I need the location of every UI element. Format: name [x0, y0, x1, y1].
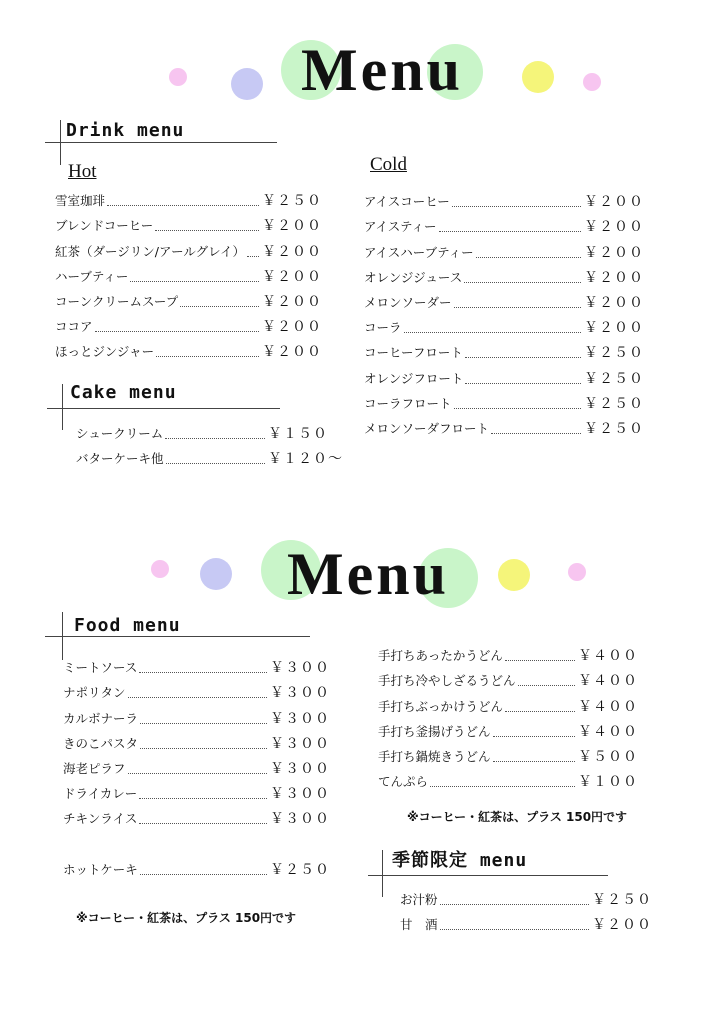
dot-leader	[440, 904, 589, 905]
menu-item-name: メロンソーダー	[364, 294, 452, 310]
menu-item-row	[364, 390, 642, 415]
food-group-main	[63, 654, 328, 830]
heading-rule-vertical	[382, 850, 383, 897]
decor-circle-pink	[169, 68, 187, 86]
dot-leader	[156, 356, 259, 357]
menu-item-price: ￥３００	[270, 811, 330, 828]
menu-item-name: ブレンドコーヒー	[55, 218, 154, 234]
dot-leader	[155, 230, 259, 231]
dot-leader	[452, 206, 581, 207]
food-group-extra	[63, 856, 328, 881]
dot-leader	[465, 383, 581, 384]
dot-leader	[180, 306, 259, 307]
menu-item-name: お汁粉	[400, 892, 438, 908]
dot-leader	[430, 786, 575, 787]
dot-leader	[404, 332, 581, 333]
menu-item-price: ￥４００	[578, 698, 638, 715]
menu-item-name: 紅茶（ダージリン/アールグレイ）	[55, 243, 245, 259]
dot-leader	[128, 773, 267, 774]
menu-item-price: ￥１００	[578, 774, 638, 791]
menu-item-row	[364, 264, 642, 289]
menu-item-name: 手打ちぶっかけうどん	[378, 698, 504, 714]
menu-item-row	[76, 445, 343, 470]
menu-item-price: ￥２００	[584, 320, 644, 337]
menu-item-row	[364, 238, 642, 263]
menu-item-price: ￥３００	[270, 685, 330, 702]
menu-item-price: ￥４００	[578, 723, 638, 740]
menu-item-name: ココア	[55, 319, 93, 335]
dot-leader	[139, 672, 267, 673]
menu-item-name: コーヒーフロート	[364, 345, 463, 361]
menu-item-name: 手打ち冷やしざるうどん	[378, 673, 516, 689]
dot-leader	[140, 723, 267, 724]
dot-leader	[493, 761, 575, 762]
menu-item-row	[378, 768, 636, 793]
menu-item-price: ￥２５０	[262, 193, 322, 210]
menu-item-row	[378, 718, 636, 743]
menu-item-price: ￥２００	[592, 917, 652, 934]
dot-leader	[493, 736, 575, 737]
menu-item-name: コーンクリームスープ	[55, 293, 179, 309]
dot-leader	[505, 660, 575, 661]
heading-rule	[45, 142, 277, 143]
menu-item-row	[364, 314, 642, 339]
menu-item-row	[63, 704, 328, 729]
menu-item-row	[378, 743, 636, 768]
dot-leader	[454, 408, 581, 409]
coffee-tea-note: ※コーヒー・紅茶は、プラス 150円です	[76, 911, 297, 925]
menu-item-price: ￥２５０	[592, 892, 652, 909]
menu-item-price: ￥４００	[578, 673, 638, 690]
menu-item-row	[378, 642, 636, 667]
menu-item-row	[63, 755, 328, 780]
menu-item-price: ￥１５０	[268, 426, 328, 443]
cold-subheading: Cold	[370, 154, 407, 175]
heading-rule-vertical	[60, 120, 61, 165]
menu-item-row	[63, 679, 328, 704]
menu-item-price: ￥２５０	[584, 370, 644, 387]
menu-item-price: ￥２００	[262, 344, 322, 361]
menu-item-price: ￥２５０	[584, 345, 644, 362]
menu-item-name: オレンジジュース	[364, 269, 463, 285]
dot-leader	[95, 331, 259, 332]
menu-item-name: アイスハーブティー	[364, 244, 474, 260]
menu-item-row	[63, 805, 328, 830]
seasonal-list	[400, 886, 650, 936]
menu-item-name: チキンライス	[63, 811, 138, 827]
menu-item-name: バターケーキ他	[76, 451, 164, 467]
menu-item-row	[364, 364, 642, 389]
cake-list	[76, 420, 343, 470]
menu-item-price: ￥２００	[262, 218, 322, 235]
menu-item-row	[364, 213, 642, 238]
menu-item-row	[364, 289, 642, 314]
seasonal-menu-heading: 季節限定 menu	[392, 850, 528, 871]
menu-item-row	[400, 886, 650, 911]
dot-leader	[454, 307, 581, 308]
menu-item-row	[55, 212, 320, 237]
menu-item-price: ￥２００	[584, 294, 644, 311]
dot-leader	[107, 205, 259, 206]
menu-item-row	[364, 415, 642, 440]
menu-item-price: ￥３００	[270, 660, 330, 677]
menu-item-name: てんぷら	[378, 774, 429, 790]
hot-subheading: Hot	[68, 161, 97, 182]
dot-leader	[139, 798, 267, 799]
menu-item-name: 甘 酒	[400, 917, 438, 933]
udon-list	[378, 642, 636, 793]
menu-item-name: ドライカレー	[63, 786, 138, 802]
heading-rule-vertical	[62, 612, 63, 660]
menu-item-price: ￥２００	[262, 268, 322, 285]
menu-item-price: ￥２００	[584, 244, 644, 261]
dot-leader	[464, 282, 581, 283]
heading-rule	[47, 408, 280, 409]
menu-item-row	[63, 780, 328, 805]
menu-item-name: オレンジフロート	[364, 370, 464, 386]
menu-item-price: ￥３００	[270, 710, 330, 727]
menu-item-name: カルボナーラ	[63, 710, 139, 726]
menu-item-name: コーラ	[364, 320, 402, 336]
food-menu-heading: Food menu	[74, 615, 181, 636]
menu-item-name: 海老ピラフ	[63, 760, 126, 776]
decor-circle-pink	[568, 563, 586, 581]
menu-item-row	[364, 339, 642, 364]
menu-item-name: 手打ちあったかうどん	[378, 648, 503, 664]
menu-item-name: シュークリーム	[76, 426, 164, 442]
dot-leader	[440, 929, 589, 930]
coffee-tea-note: ※コーヒー・紅茶は、プラス 150円です	[407, 810, 628, 824]
menu-item-name: 手打ち釜揚げうどん	[378, 723, 491, 739]
menu-item-price: ￥３００	[270, 760, 330, 777]
menu-item-price: ￥２５０	[584, 420, 644, 437]
menu-item-name: 手打ち鍋焼きうどん	[378, 748, 491, 764]
menu-item-name: アイスコーヒー	[364, 194, 450, 210]
page-title: Menu	[301, 37, 463, 103]
menu-item-row	[63, 654, 328, 679]
page-title: Menu	[287, 541, 449, 607]
menu-item-row	[55, 288, 320, 313]
decor-circle-pink	[151, 560, 169, 578]
dot-leader	[140, 874, 267, 875]
menu-item-price: ￥２００	[584, 219, 644, 236]
menu-item-name: 雪室珈琲	[55, 193, 106, 209]
menu-item-row	[378, 667, 636, 692]
heading-rule	[368, 875, 608, 876]
dot-leader	[140, 748, 267, 749]
menu-item-row	[364, 188, 642, 213]
menu-item-price: ￥３００	[270, 786, 330, 803]
dot-leader	[439, 231, 581, 232]
menu-item-row	[55, 187, 320, 212]
hot-drink-list	[55, 187, 320, 363]
dot-leader	[465, 357, 581, 358]
menu-item-row	[55, 338, 320, 363]
menu-item-price: ￥２００	[584, 194, 644, 211]
menu-item-row	[63, 730, 328, 755]
drink-menu-heading: Drink menu	[66, 120, 185, 141]
menu-item-price: ￥２００	[262, 319, 322, 336]
menu-item-name: ナポリタン	[63, 685, 126, 701]
menu-item-row	[55, 263, 320, 288]
menu-item-price: ￥２５０	[270, 861, 330, 878]
menu-item-price: ￥４００	[578, 648, 638, 665]
menu-item-name: きのこパスタ	[63, 735, 139, 751]
dot-leader	[505, 711, 575, 712]
menu-item-row	[400, 911, 650, 936]
menu-item-row	[55, 313, 320, 338]
menu-item-price: ￥２００	[262, 293, 322, 310]
cake-menu-heading: Cake menu	[70, 382, 177, 403]
menu-item-price: ￥２５０	[584, 395, 644, 412]
dot-leader	[165, 438, 265, 439]
cold-drink-list	[364, 188, 642, 440]
menu-item-row	[55, 237, 320, 262]
menu-item-row	[76, 420, 340, 445]
heading-rule-vertical	[62, 384, 63, 430]
menu-item-price: ￥１２０～	[268, 451, 343, 468]
dot-leader	[476, 257, 581, 258]
dot-leader	[247, 256, 259, 257]
dot-leader	[139, 823, 267, 824]
menu-item-name: ハーブティー	[55, 268, 129, 284]
menu-item-name: ミートソース	[63, 660, 138, 676]
menu-item-name: ホットケーキ	[63, 861, 138, 877]
menu-item-row	[63, 856, 328, 881]
menu-item-price: ￥２００	[262, 243, 322, 260]
decor-circle-pink	[583, 73, 601, 91]
menu-item-price: ￥３００	[270, 735, 330, 752]
dot-leader	[166, 463, 265, 464]
menu-item-name: ほっとジンジャー	[55, 344, 155, 360]
menu-item-row	[378, 692, 636, 717]
menu-item-price: ￥５００	[578, 748, 638, 765]
menu-item-name: アイスティー	[364, 219, 437, 235]
menu-item-price: ￥２００	[584, 269, 644, 286]
dot-leader	[130, 281, 259, 282]
menu-item-name: コーラフロート	[364, 395, 452, 411]
dot-leader	[128, 697, 267, 698]
food-left-list	[63, 654, 328, 881]
menu-item-name: メロンソーダフロート	[364, 420, 490, 436]
dot-leader	[518, 685, 575, 686]
dot-leader	[491, 433, 581, 434]
